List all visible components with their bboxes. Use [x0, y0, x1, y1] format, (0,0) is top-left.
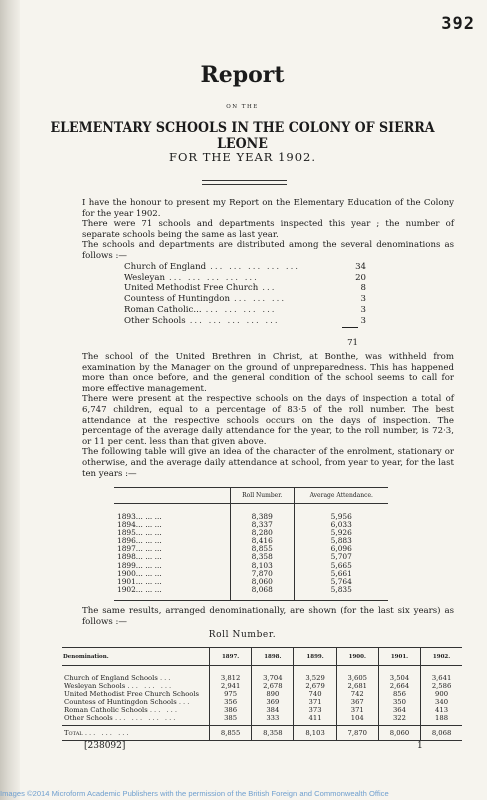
- denomination-name: United Methodist Free Church Schools: [64, 690, 200, 698]
- leader-dots: ...: [178, 698, 192, 706]
- value-cell: 975: [210, 690, 252, 698]
- report-subtitle: ELEMENTARY SCHOOLS IN THE COLONY OF SIERRA LEONE: [50, 120, 435, 152]
- value-cell: 322: [378, 714, 420, 726]
- value-cell: 411: [294, 714, 336, 726]
- year-cell: 1899...: [117, 560, 143, 570]
- paragraph-3: The schools and departments are distributed among the several denominations as follows :—: [82, 240, 454, 261]
- roll-cell: 8,280: [231, 529, 295, 537]
- leader-dots: ... ...: [145, 520, 162, 530]
- leader-dots: ... ...: [145, 568, 162, 578]
- value-cell: 2,941: [210, 682, 252, 690]
- roll-cell: 8,337: [231, 521, 295, 529]
- year-cell: 1901...: [117, 576, 143, 586]
- value-cell: 386: [210, 706, 252, 714]
- title-divider: [202, 180, 287, 185]
- report-year: FOR THE YEAR 1902.: [169, 150, 316, 164]
- table-header: [114, 488, 231, 504]
- on-the-label: ON THE: [226, 104, 259, 110]
- paragraph-2: There were 71 schools and departments inspected this year ; the number of separate schools being the same as last year.: [82, 219, 454, 240]
- roll-cell: 8,416: [231, 537, 295, 545]
- value-cell: 3,529: [294, 666, 336, 683]
- paragraph-1: I have the honour to present my Report on the Elementary Education of the Colony for the year 1902.: [82, 198, 454, 219]
- avg-cell: 5,956: [294, 504, 388, 522]
- roll-cell: 8,855: [231, 545, 295, 553]
- paragraph-body: [62, 352, 454, 479]
- paragraph-7: The same results, arranged denominationally, are shown (for the last six years) as follows :—: [82, 606, 454, 627]
- table-header-row: [114, 488, 388, 504]
- value-cell: 2,586: [421, 682, 462, 690]
- denomination-name: Church of England Schools: [64, 674, 158, 682]
- denomination-row: Wesleyan ... ... ... ... ... 20: [124, 272, 366, 283]
- value-cell: 2,681: [336, 682, 378, 690]
- value-cell: 188: [421, 714, 462, 726]
- value-cell: 384: [252, 706, 294, 714]
- total-cell: 8,358: [252, 726, 294, 741]
- value-cell: 385: [210, 714, 252, 726]
- roll-cell: 8,060: [231, 578, 295, 586]
- roll-cell: 8,068: [231, 586, 295, 601]
- roll-cell: 7,870: [231, 570, 295, 578]
- leader-dots: ... ...: [145, 560, 162, 570]
- table-row: [62, 666, 462, 683]
- leader-dots: ... ...: [145, 552, 162, 562]
- value-cell: 740: [294, 690, 336, 698]
- value-cell: 371: [294, 698, 336, 706]
- denomination-row: Roman Catholic... ... ... ... ... 3: [124, 304, 366, 315]
- value-cell: 900: [421, 690, 462, 698]
- avg-cell: 5,707: [294, 553, 388, 561]
- paragraph-6: The following table will give an idea of the character of the enrolment, stationary or otherwise, and the average daily attendance at school, from year to year, for the last ten years :—: [82, 447, 454, 479]
- year-cell: 1902...: [117, 584, 143, 594]
- table-row: [62, 706, 462, 714]
- value-cell: 356: [210, 698, 252, 706]
- denominations-list: [124, 262, 366, 326]
- leader-dots: ... ...: [145, 576, 162, 586]
- roll-cell: 8,389: [231, 504, 295, 522]
- denomination-row: Church of England ... ... ... ... ... 34: [124, 262, 366, 272]
- value-cell: 3,812: [210, 666, 252, 683]
- document-page: [20, 0, 487, 800]
- paragraph-tail: [62, 606, 454, 627]
- value-cell: 371: [336, 706, 378, 714]
- value-cell: 3,504: [378, 666, 420, 683]
- total-cell: 8,060: [378, 726, 420, 741]
- denomination-row: Countess of Huntingdon ... ... ... 3: [124, 294, 366, 305]
- total-cell: 7,870: [336, 726, 378, 741]
- leader-dots: ... ...: [145, 512, 162, 521]
- avg-cell: 5,764: [294, 578, 388, 586]
- table-row: [114, 586, 388, 601]
- denominations-total: 71: [347, 338, 358, 348]
- table-header: Denomination.: [62, 648, 210, 666]
- value-cell: 333: [252, 714, 294, 726]
- leader-dots: ... ...: [145, 544, 162, 554]
- total-label: Total: [64, 729, 83, 737]
- table-header: 1897.: [210, 648, 252, 666]
- leader-dots: ... ...: [145, 536, 162, 546]
- avg-cell: 5,883: [294, 537, 388, 545]
- avg-cell: 5,665: [294, 562, 388, 570]
- table-row: [114, 504, 388, 522]
- table-row: [62, 714, 462, 726]
- denomination-name: Roman Catholic Schools: [64, 706, 148, 714]
- value-cell: 2,678: [252, 682, 294, 690]
- table-header: 1899.: [294, 648, 336, 666]
- table-row: [62, 682, 462, 690]
- leader-dots: ... ...: [149, 706, 179, 714]
- value-cell: 856: [378, 690, 420, 698]
- value-cell: 369: [252, 698, 294, 706]
- avg-cell: 6,096: [294, 545, 388, 553]
- table-header: 1902.: [421, 648, 462, 666]
- paragraph-5: There were present at the respective schools on the days of inspection a total of 6,747 children, equal to a percentage of 83·5 of the roll number. The best attendance at the respective schools occurs on the days of inspection. The percentage of the average daily attendance for the year, to the roll number, is 72·3, or 11 per cent. less than that given above.: [82, 394, 454, 447]
- value-cell: 104: [336, 714, 378, 726]
- denomination-table: [62, 647, 462, 741]
- value-cell: 413: [421, 706, 462, 714]
- value-cell: 3,641: [421, 666, 462, 683]
- table-header-row: [62, 648, 462, 666]
- value-cell: 340: [421, 698, 462, 706]
- value-cell: 2,664: [378, 682, 420, 690]
- year-cell: 1900...: [117, 568, 143, 578]
- page-binding-edge: [0, 0, 20, 800]
- total-cell: 8,068: [421, 726, 462, 741]
- roll-cell: 8,358: [231, 553, 295, 561]
- year-cell: 1896...: [117, 536, 143, 546]
- year-cell: 1893...: [117, 512, 143, 521]
- footer-page-number: 1: [417, 741, 423, 751]
- avg-cell: 5,661: [294, 570, 388, 578]
- avg-cell: 5,835: [294, 586, 388, 601]
- paragraph-4: The school of the United Brethren in Christ, at Bonthe, was withheld from examination by the Manager on the ground of unpreparedness. This has happened more than once before, and the general condition of the school seems to call for more effective management.: [82, 352, 454, 394]
- leader-dots: ...: [159, 674, 173, 682]
- value-cell: 3,605: [336, 666, 378, 683]
- total-cell: 8,855: [210, 726, 252, 741]
- table-row: [62, 690, 462, 698]
- roll-cell: 8,103: [231, 562, 295, 570]
- value-cell: 350: [378, 698, 420, 706]
- footer-reference: [238092]: [84, 741, 126, 751]
- denomination-name: Other Schools: [64, 714, 113, 722]
- leader-dots: ... ...: [145, 584, 162, 594]
- copyright-watermark: Images ©2014 Microform Academic Publishers with the permission of the British Foreign and Commonwealth Office: [0, 789, 389, 798]
- value-cell: 367: [336, 698, 378, 706]
- value-cell: 742: [336, 690, 378, 698]
- report-title: Report: [200, 62, 285, 88]
- value-cell: 2,679: [294, 682, 336, 690]
- denomination-row: Other Schools ... ... ... ... ... 3: [124, 315, 366, 326]
- year-cell: 1898...: [117, 552, 143, 562]
- table-header: Average Attendance.: [294, 488, 388, 504]
- table-header: 1900.: [336, 648, 378, 666]
- total-cell: 8,103: [294, 726, 336, 741]
- value-cell: 373: [294, 706, 336, 714]
- page-number: 392: [441, 14, 475, 34]
- table-header: 1898.: [252, 648, 294, 666]
- leader-dots: ... ... ... ...: [114, 714, 178, 722]
- denomination-row: United Methodist Free Church ... 8: [124, 283, 366, 294]
- avg-cell: 6,033: [294, 521, 388, 529]
- value-cell: 364: [378, 706, 420, 714]
- sum-rule: [342, 327, 358, 328]
- leader-dots: ... ... ...: [127, 682, 174, 690]
- year-cell: 1894...: [117, 520, 143, 530]
- total-row: [62, 726, 462, 741]
- year-cell: 1895...: [117, 528, 143, 538]
- denomination-name: Countess of Huntingdon Schools: [64, 698, 177, 706]
- year-cell: 1897...: [117, 544, 143, 554]
- table-header: Roll Number.: [231, 488, 295, 504]
- attendance-table: [114, 487, 388, 601]
- value-cell: 890: [252, 690, 294, 698]
- value-cell: 3,704: [252, 666, 294, 683]
- table-row: [62, 698, 462, 706]
- table-header: 1901.: [378, 648, 420, 666]
- leader-dots: ... ...: [145, 528, 162, 538]
- roll-number-heading: Roll Number.: [208, 630, 277, 640]
- avg-cell: 5,926: [294, 529, 388, 537]
- leader-dots: ... ... ...: [84, 729, 131, 737]
- denomination-name: Wesleyan Schools: [64, 682, 126, 690]
- paragraph-intro: [62, 198, 454, 262]
